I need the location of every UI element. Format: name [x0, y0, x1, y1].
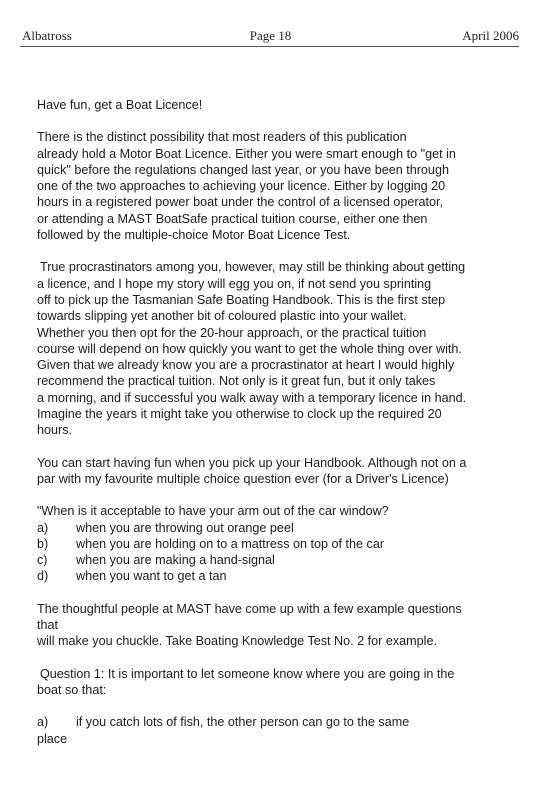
answer-option [37, 536, 527, 552]
article-title: Have fun, get a Boat Licence! [37, 98, 203, 112]
text-line: followed by the multiple-choice Motor Boat Licence Test. [37, 228, 351, 243]
text-line: a licence, and I hope my story will egg you on, if not send you sprinting [37, 276, 432, 291]
text-line: quick" before the regulations changed last year, or you have been through [37, 162, 449, 177]
text-line: Given that we already know you are a procrastinator at heart I would highly [37, 358, 455, 373]
text-line: that [37, 618, 59, 633]
text-line: Imagine the years it might take you otherwise to clock up the required 20 [37, 407, 442, 422]
option-text: when you are holding on to a mattress on top of the car [76, 536, 385, 551]
question-text: "When is it acceptable to have your arm out of the car window? [37, 504, 389, 519]
text-line: There is the distinct possibility that most readers of this publication [37, 130, 407, 145]
answer-option [37, 552, 527, 568]
answer-option [37, 714, 527, 730]
option-text: when you are throwing out orange peel [76, 520, 294, 535]
article-body [37, 97, 527, 747]
option-text: if you catch lots of fish, the other person can go to the same [76, 715, 410, 730]
page-number: Page 18 [249, 28, 292, 43]
page-header [0, 0, 541, 46]
text-line: off to pick up the Tasmanian Safe Boating Handbook. This is the first step [37, 292, 446, 307]
option-label: a) [37, 520, 49, 535]
text-line: The thoughtful people at MAST have come up with a few example questions [37, 601, 462, 616]
text-line: hours in a registered power boat under the control of a licensed operator, [37, 195, 444, 210]
boating-test-question [37, 666, 527, 747]
text-line: one of the two approaches to achieving your licence. Either by logging 20 [37, 179, 446, 194]
option-label: a) [37, 715, 49, 730]
option-text: when you are making a hand-signal [76, 553, 275, 568]
issue-date: April 2006 [462, 28, 519, 43]
paragraph-3 [37, 455, 527, 488]
answer-option [37, 520, 527, 536]
option-text: when you want to get a tan [76, 569, 227, 584]
text-line: will make you chuckle. Take Boating Knowledge Test No. 2 for example. [37, 634, 437, 649]
text-line: recommend the practical tuition. Not only is it great fun, but it only takes [37, 374, 436, 389]
text-line: hours. [37, 423, 73, 438]
publication-name: Albatross [22, 28, 72, 43]
text-line: True procrastinators among you, however, may still be thinking about getting [40, 260, 466, 275]
text-line: already hold a Motor Boat Licence. Either you were smart enough to "get in [37, 146, 456, 161]
text-line: towards slipping yet another bit of coloured plastic into your wallet. [37, 309, 407, 324]
paragraph-4 [37, 601, 527, 650]
option-text-continued: place [37, 731, 68, 746]
paragraph-1 [37, 129, 527, 243]
driver-licence-question [37, 503, 527, 584]
question-text: boat so that: [37, 682, 107, 697]
question-text: Question 1: It is important to let someone know where you are going in the [40, 666, 455, 681]
text-line: You can start having fun when you pick up your Handbook. Although not on a [37, 455, 467, 470]
header-divider [20, 46, 519, 47]
text-line: or attending a MAST BoatSafe practical tuition course, either one then [37, 211, 428, 226]
text-line: a morning, and if successful you walk away with a temporary licence in hand. [37, 390, 467, 405]
option-label: c) [37, 553, 48, 568]
answer-option [37, 568, 527, 584]
text-line: course will depend on how quickly you want to get the whole thing over with. [37, 341, 462, 356]
text-line: Whether you then opt for the 20-hour approach, or the practical tuition [37, 325, 427, 340]
option-label: d) [37, 569, 49, 584]
paragraph-2 [37, 259, 527, 438]
text-line: par with my favourite multiple choice question ever (for a Driver's Licence) [37, 471, 449, 486]
option-label: b) [37, 536, 49, 551]
